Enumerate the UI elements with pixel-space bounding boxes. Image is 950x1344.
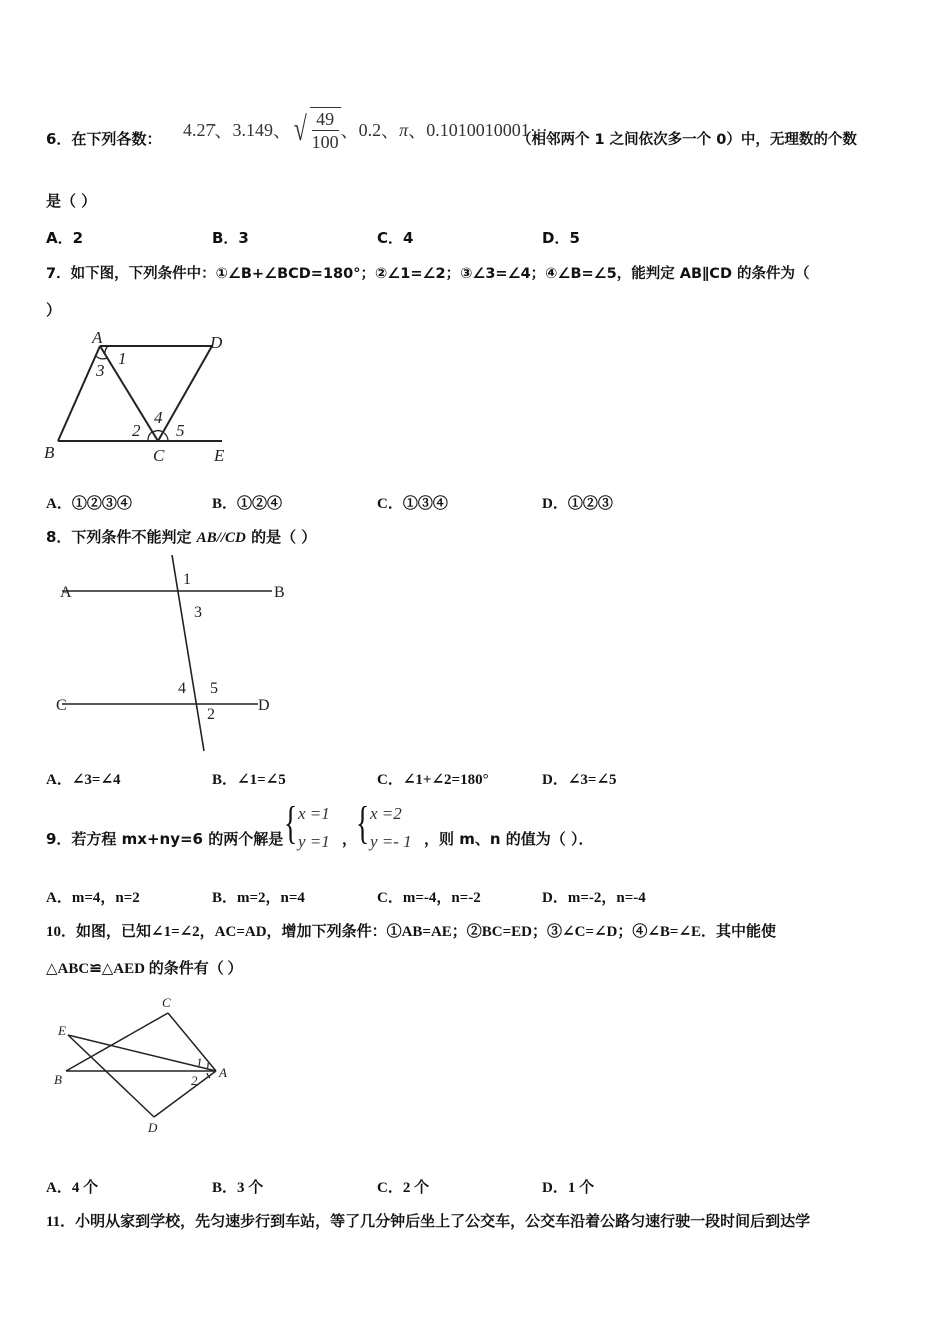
q7-line-cd (158, 346, 212, 441)
q9-brace-2: { (356, 797, 370, 848)
q6-sqrt (291, 107, 341, 153)
q7-label-c: C (153, 446, 165, 465)
q7-line-ab (58, 346, 100, 441)
q6-suffix: （相邻两个 1 之间依次多一个 0）中，无理数的个数 (517, 132, 857, 148)
q6-sqrt-denominator: 100 (311, 132, 339, 152)
q8-figure (50, 555, 310, 755)
q7-arc-4 (153, 431, 163, 432)
q7-label-d: D (210, 333, 223, 352)
q8-angle-5: 5 (210, 680, 218, 697)
q6-sep1: 、 (214, 121, 233, 141)
q6-n1: 4.27̇ (183, 119, 215, 140)
q6-prefix: 6．在下列各数： (46, 130, 162, 148)
q6-option-b[interactable]: B．3 (212, 229, 249, 247)
q9-system-2 (370, 800, 412, 856)
q9-stem-post: ，则 m、n 的值为（ ）． (424, 830, 594, 848)
q10-line-ca (168, 1013, 216, 1071)
q9-option-c[interactable]: C．m=-4，n=-2 (377, 890, 481, 906)
q10-stem-line2: △ABC≌△AED 的条件有（ ） (46, 961, 243, 977)
q8-label-a: A (60, 584, 72, 601)
q7-label-b: B (44, 443, 55, 462)
q7-option-c[interactable]: C．①③④ (377, 496, 448, 512)
q6-fraction (310, 107, 341, 153)
q6-option-a[interactable]: A．2 (46, 229, 84, 247)
q10-line-de (68, 1035, 154, 1117)
q8-option-c[interactable]: C．∠1+∠2=180° (377, 772, 489, 788)
q7-angle-3: 3 (96, 361, 105, 380)
q8-option-a[interactable]: A．∠3=∠4 (46, 772, 121, 788)
q6-n3: 0.2 (358, 119, 382, 140)
q7-stem-line2: ） (46, 301, 62, 319)
q9-option-a[interactable]: A．m=4，n=2 (46, 890, 140, 906)
q10-angle-1: 1 (196, 1055, 203, 1070)
q8-stem-post: 的是（ ） (245, 528, 317, 546)
q9-system-1 (298, 800, 330, 856)
q10-arc-1 (207, 1063, 208, 1069)
q9-s1-x: x =1 (298, 804, 330, 823)
q8-stem-pre: 8．下列条件不能判定 (46, 528, 197, 546)
q8-option-b[interactable]: B．∠1=∠5 (212, 772, 286, 788)
q10-option-b[interactable]: B．3 个 (212, 1180, 264, 1196)
q6-number-list (183, 105, 548, 155)
q9-comma: ， (342, 830, 358, 848)
q11-stem: 11．小明从家到学校，先匀速步行到车站，等了几分钟后坐上了公交车，公交车沿着公路匀速行驶一段时间后到达学 (46, 1214, 811, 1230)
q8-option-d[interactable]: D．∠3=∠5 (542, 772, 617, 788)
q10-angle-2: 2 (191, 1073, 198, 1088)
q9-option-b[interactable]: B．m=2，n=4 (212, 890, 305, 906)
q9-brace-1: { (284, 797, 298, 848)
q6-sep5: 、 (408, 121, 427, 141)
q6-sep3: 、 (340, 121, 359, 141)
q10-stem: 10．如图，已知∠1=∠2，AC=AD，增加下列条件：①AB=AE；②BC=ED；③∠C=∠D；④∠B=∠E．其中能使 (46, 924, 777, 940)
q7-label-a: A (92, 328, 103, 347)
q6-n5: 0.1010010001··· (426, 119, 548, 140)
q10-label-e: E (58, 1023, 66, 1038)
q6-line2: 是（ ） (46, 192, 97, 210)
q8-angle-3: 3 (194, 604, 202, 621)
q6-sep4: 、 (381, 121, 400, 141)
q8-label-c: C (56, 697, 67, 714)
q8-stem-math: AB//CD (196, 530, 246, 546)
q10-line-ad (154, 1071, 216, 1117)
q9-option-d[interactable]: D．m=-2，n=-4 (542, 890, 646, 906)
q7-arc-1 (105, 346, 108, 354)
q7-option-d[interactable]: D．①②③ (542, 496, 613, 512)
q6-n2: 3.149 (232, 119, 273, 140)
q7-label-e: E (214, 446, 225, 465)
q8-angle-1: 1 (183, 571, 191, 588)
q6-sqrt-numerator: 49 (312, 108, 339, 131)
q8-label-b: B (274, 584, 285, 601)
q10-label-a: A (219, 1065, 227, 1080)
q7-arc-5 (164, 433, 168, 441)
q6-n4: π (399, 119, 409, 140)
q10-label-c: C (162, 995, 171, 1010)
q10-line-bc (66, 1013, 168, 1071)
q9-s1-y: y =1 (298, 832, 330, 851)
q7-arc-2 (148, 432, 152, 441)
q10-figure (50, 995, 240, 1135)
q10-label-b: B (54, 1072, 62, 1087)
sqrt-icon: √ (293, 111, 307, 148)
q8-label-d: D (258, 697, 270, 714)
q6-sep2: 、 (273, 121, 291, 141)
q7-angle-1: 1 (118, 349, 127, 368)
q6-option-c[interactable]: C．4 (377, 229, 414, 247)
q7-option-a[interactable]: A．①②③④ (46, 496, 132, 512)
q10-option-d[interactable]: D．1 个 (542, 1180, 595, 1196)
q8-stem (46, 526, 316, 547)
q10-option-a[interactable]: A．4 个 (46, 1180, 99, 1196)
q7-figure (40, 328, 240, 468)
q9-s2-x: x =2 (370, 804, 402, 823)
q8-angle-4: 4 (178, 680, 186, 697)
q7-angle-5: 5 (176, 421, 185, 440)
q9-stem-pre: 9．若方程 mx+ny=6 的两个解是 (46, 830, 284, 848)
q8-angle-2: 2 (207, 706, 215, 723)
q7-option-b[interactable]: B．①②④ (212, 496, 283, 512)
q7-angle-4: 4 (154, 408, 163, 427)
q7-line-ac (100, 346, 158, 441)
q7-angle-2: 2 (132, 421, 141, 440)
q10-line-ea (68, 1035, 216, 1071)
q10-label-d: D (148, 1120, 158, 1135)
q10-option-c[interactable]: C．2 个 (377, 1180, 430, 1196)
q6-option-d[interactable]: D．5 (542, 229, 580, 247)
q9-s2-y: y =- 1 (370, 832, 412, 851)
q7-stem: 7．如下图，下列条件中：①∠B+∠BCD=180°；②∠1=∠2；③∠3=∠4；④∠B=∠5，能判定 AB∥CD 的条件为（ (46, 266, 810, 282)
